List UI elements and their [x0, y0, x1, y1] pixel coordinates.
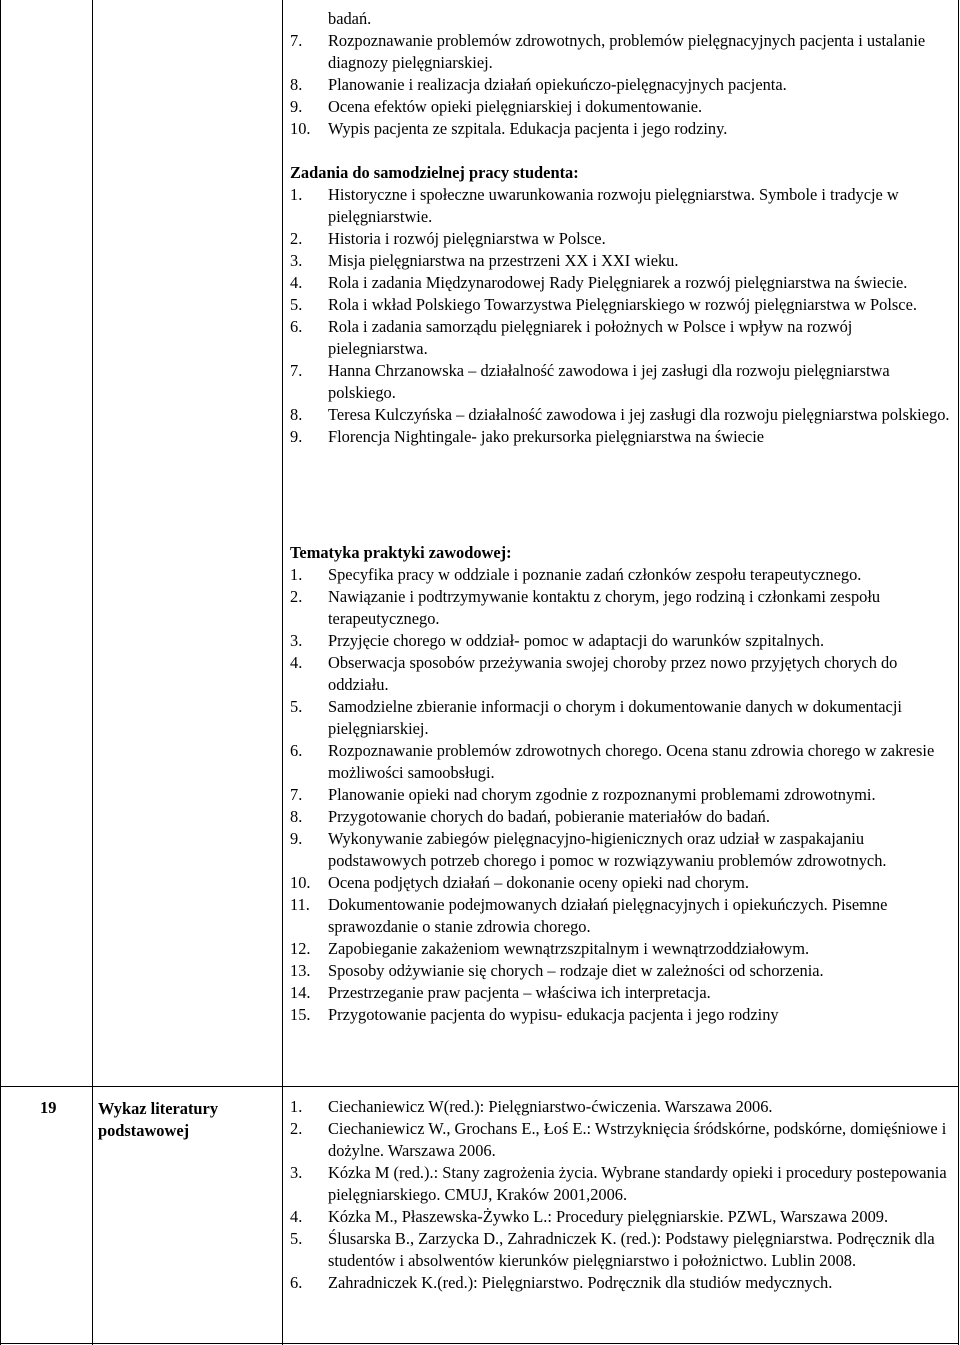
list-item: 1. Specyfika pracy w oddziale i poznanie zadań członków zespołu terapeutycznego. — [290, 565, 862, 584]
list-item: 2. Ciechaniewicz W., Grochans E., Łoś E.: Wstrzyknięcia śródskórne, podskórne, domięśniowe i dożylne. Warszawa 2006. — [290, 1119, 947, 1160]
list-item: 4. Kózka M., Płaszewska-Żywko L.: Procedury pielęgniarskie. PZWL, Warszawa 2009. — [290, 1207, 889, 1226]
list-item: 6. Rozpoznawanie problemów zdrowotnych chorego. Ocena stanu zdrowia chorego w zakresie możliwości samoobsługi. — [290, 741, 935, 782]
list-item: 11. Dokumentowanie podejmowanych działań pielęgnacyjnych i opiekuńczych. Pisemne sprawozdanie o stanie zdrowia chorego. — [290, 895, 888, 936]
list-item: 8. Planowanie i realizacja działań opiekuńczo-pielęgnacyjnych pacjenta. — [290, 75, 787, 94]
table-border-col1 — [92, 0, 93, 1345]
list-item: 4. Rola i zadania Międzynarodowej Rady Pielęgniarek a rozwój pielęgniarstwa na świecie. — [290, 273, 908, 292]
table-border-right — [958, 0, 959, 1345]
literature-block — [290, 1096, 950, 1294]
list-item: 4. Obserwacja sposobów przeżywania swojej choroby przez nowo przyjętych chorych do oddziału. — [290, 653, 898, 694]
list-item: 3. Kózka M (red.).: Stany zagrożenia życia. Wybrane standardy opieki i procedury postepowania pielęgniarskiego. CMUJ, Kraków 2001,2006. — [290, 1163, 947, 1204]
practice-list — [290, 564, 950, 1026]
program-content-block — [290, 8, 950, 140]
list-item: 2. Nawiązanie i podtrzymywanie kontaktu z chorym, jego rodziną i członkami zespołu terapeutycznego. — [290, 587, 881, 628]
list-item: 8. Teresa Kulczyńska – działalność zawodowa i jej zasługi dla rozwoju pielęgniarstwa polskiego. — [290, 405, 950, 424]
list-item-text: Planowanie i realizacja działań opiekuńczo-pielęgnacyjnych pacjenta. — [328, 75, 787, 94]
practice-block — [290, 542, 950, 1026]
list-item: 3. Misja pielęgniarstwa na przestrzeni XX i XXI wieku. — [290, 251, 679, 270]
list-item: 6. Zahradniczek K.(red.): Pielęgniarstwo. Podręcznik dla studiów medycznych. — [290, 1273, 833, 1292]
list-item: 9. Ocena efektów opieki pielęgniarskiej i dokumentowanie. — [290, 97, 703, 116]
self-study-heading: Zadania do samodzielnej pracy studenta: — [290, 163, 579, 182]
list-item-text: badań. — [328, 9, 372, 28]
list-item: 15. Przygotowanie pacjenta do wypisu- edukacja pacjenta i jego rodziny — [290, 1005, 779, 1024]
top-list — [290, 8, 950, 140]
list-item: 9. Florencja Nightingale- jako prekursorka pielęgniarstwa na świecie — [290, 427, 765, 446]
list-item: 14. Przestrzeganie praw pacjenta – właściwa ich interpretacja. — [290, 983, 711, 1002]
list-item-text: Wypis pacjenta ze szpitala. Edukacja pacjenta i jego rodziny. — [328, 119, 728, 138]
list-item: 2. Historia i rozwój pielęgniarstwa w Polsce. — [290, 229, 606, 248]
self-study-list — [290, 184, 950, 448]
list-item: 10. Wypis pacjenta ze szpitala. Edukacja pacjenta i jego rodziny. — [290, 119, 728, 138]
list-item: 1. Ciechaniewicz W(red.): Pielęgniarstwo-ćwiczenia. Warszawa 2006. — [290, 1097, 773, 1116]
list-item: 8. Przygotowanie chorych do badań, pobieranie materiałów do badań. — [290, 807, 770, 826]
table-border-left — [0, 0, 1, 1345]
list-item: 5. Rola i wkład Polskiego Towarzystwa Pielęgniarskiego w rozwój pielęgniarstwa w Polsce. — [290, 295, 917, 314]
row-title: Wykaz literatury podstawowej — [98, 1099, 219, 1140]
row-separator — [0, 1086, 959, 1087]
list-item: 7. Hanna Chrzanowska – działalność zawodowa i jej zasługi dla rozwoju pielęgniarstwa polskiego. — [290, 361, 890, 402]
list-item: 5. Ślusarska B., Zarzycka D., Zahradniczek K. (red.): Podstawy pielęgniarstwa. Podręcznik dla studentów i absolwentów kierunków pielęgniarstwo i położnictwo. Lublin 2008. — [290, 1229, 935, 1270]
row-number: 19 — [40, 1098, 57, 1117]
self-study-block — [290, 162, 950, 448]
table-border-col2 — [282, 0, 283, 1345]
list-item: 6. Rola i zadania samorządu pielęgniarek i położnych w Polsce i wpływ na rozwój pielegniarstwa. — [290, 317, 853, 358]
list-item: 3. Przyjęcie chorego w oddział- pomoc w adaptacji do warunków szpitalnych. — [290, 631, 825, 650]
list-item: 13. Sposoby odżywianie się chorych – rodzaje diet w zależności od schorzenia. — [290, 961, 824, 980]
practice-heading: Tematyka praktyki zawodowej: — [290, 543, 512, 562]
list-item: 1. Historyczne i społeczne uwarunkowania rozwoju pielęgniarstwa. Symbole i tradycje w pielęgniarstwie. — [290, 185, 899, 226]
list-item: 10. Ocena podjętych działań – dokonanie oceny opieki nad chorym. — [290, 873, 750, 892]
list-item — [290, 8, 950, 30]
list-item: 7. Rozpoznawanie problemów zdrowotnych, problemów pielęgnacyjnych pacjenta i ustalanie diagnozy pielęgniarskiej. — [290, 31, 926, 72]
list-item-text: Rozpoznawanie problemów zdrowotnych, problemów pielęgnacyjnych pacjenta i ustalanie diagnozy pielęgniarskiej. — [328, 31, 926, 72]
list-item: 7. Planowanie opieki nad chorym zgodnie z rozpoznanymi problemami zdrowotnymi. — [290, 785, 876, 804]
list-item: 9. Wykonywanie zabiegów pielęgnacyjno-higienicznych oraz udział w zaspakajaniu podstawowych potrzeb chorego i pomoc w rozwiązywaniu problemów zdrowotnych. — [290, 829, 887, 870]
list-item-text: Ocena efektów opieki pielęgniarskiej i dokumentowanie. — [328, 97, 703, 116]
list-item: 12. Zapobieganie zakażeniom wewnątrzszpitalnym i wewnątrzoddziałowym. — [290, 939, 810, 958]
table-border-bottom — [0, 1343, 959, 1344]
literature-list — [290, 1096, 950, 1294]
list-item: 5. Samodzielne zbieranie informacji o chorym i dokumentowanie danych w dokumentacji pielęgniarskiej. — [290, 697, 902, 738]
